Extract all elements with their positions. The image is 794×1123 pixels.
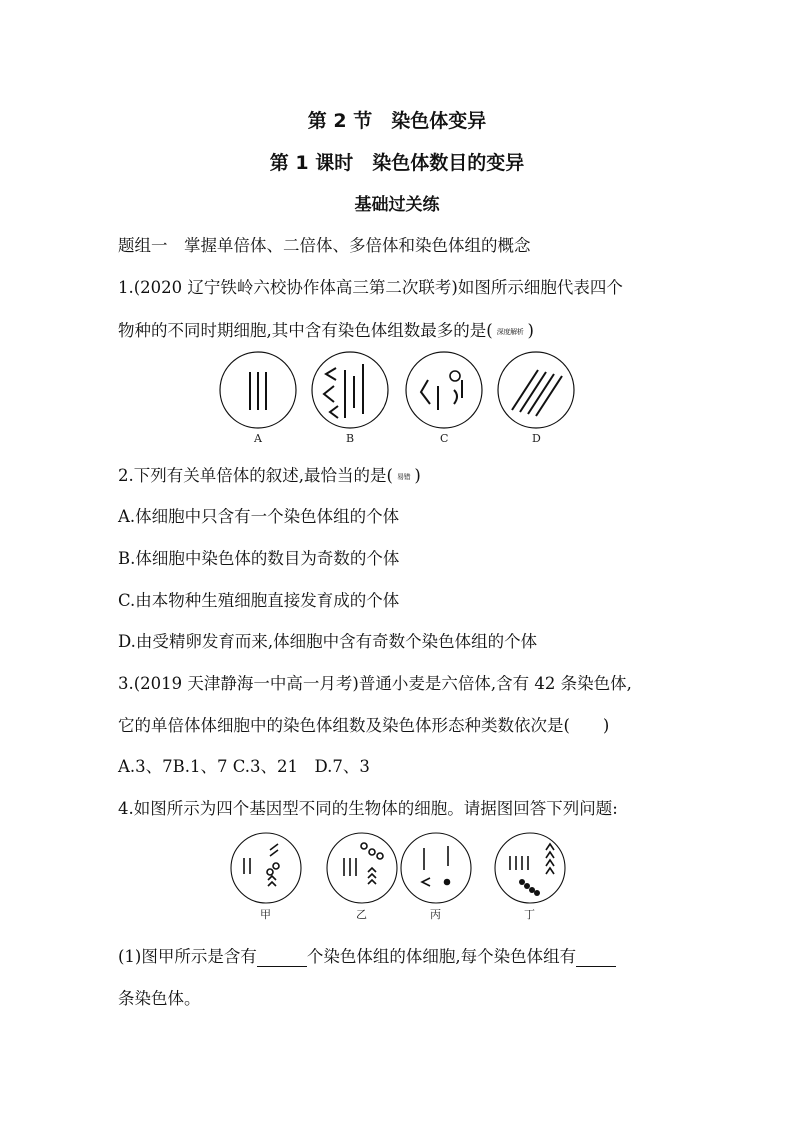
q2-stem-prefix: 2.下列有关单倍体的叙述,最恰当的是( xyxy=(118,466,393,485)
group1-title: 题组一 掌握单倍体、二倍体、多倍体和染色体组的概念 xyxy=(118,236,531,255)
q3-line1: 3.(2019 天津静海一中高一月考)普通小麦是六倍体,含有 42 条染色体, xyxy=(118,674,632,693)
q1-tag: 深度解析 xyxy=(496,327,524,336)
q4-sub1-blank1[interactable] xyxy=(257,950,307,967)
q2-option-b: B.体细胞中染色体的数目为奇数的个体 xyxy=(118,549,400,568)
q4-sub1-blank2[interactable] xyxy=(576,950,616,967)
q3-line2: 它的单倍体体细胞中的染色体组数及染色体形态种类数依次是( ) xyxy=(118,716,610,735)
cell-bing xyxy=(401,833,471,903)
q2-stem-suffix: ) xyxy=(414,466,421,485)
q4-sub1-line1 xyxy=(118,943,616,967)
q4-label-jia: 甲 xyxy=(260,908,271,921)
q1-line2 xyxy=(118,317,534,341)
cell-ding xyxy=(495,833,565,903)
q4-figure xyxy=(230,830,576,926)
q1-label-d: D xyxy=(532,432,541,445)
section-title: 第 2 节 染色体变异 xyxy=(307,110,487,132)
cell-yi xyxy=(327,833,397,903)
q4-sub1-line2: 条染色体。 xyxy=(118,989,201,1008)
q1-label-a: A xyxy=(254,432,262,445)
q1-label-b: B xyxy=(346,432,355,445)
q1-line2-prefix: 物种的不同时期细胞,其中含有染色体组数最多的是( xyxy=(118,321,493,340)
q2-tag: 易错 xyxy=(396,472,411,481)
cell-jia xyxy=(231,833,301,903)
cell-a xyxy=(220,352,296,428)
q4-label-bing: 丙 xyxy=(430,908,441,921)
q4-label-ding: 丁 xyxy=(524,908,535,921)
cell-d xyxy=(498,352,574,428)
q2-option-a: A.体细胞中只含有一个染色体组的个体 xyxy=(118,507,400,526)
q4-sub1-prefix: (1)图甲所示是含有 xyxy=(118,947,257,966)
q1-line1: 1.(2020 辽宁铁岭六校协作体高三第二次联考)如图所示细胞代表四个 xyxy=(118,278,623,297)
q2-option-d: D.由受精卵发育而来,体细胞中含有奇数个染色体组的个体 xyxy=(118,632,538,651)
q2-stem xyxy=(118,462,421,486)
q4-label-yi: 乙 xyxy=(356,908,367,921)
cell-c xyxy=(406,352,482,428)
cell-b xyxy=(312,352,388,428)
q1-line2-suffix: ) xyxy=(527,321,534,340)
q4-stem: 4.如图所示为四个基因型不同的生物体的细胞。请据图回答下列问题: xyxy=(118,799,618,818)
lesson-title: 第 1 课时 染色体数目的变异 xyxy=(269,152,525,174)
q1-label-c: C xyxy=(440,432,449,445)
q2-option-c: C.由本物种生殖细胞直接发育成的个体 xyxy=(118,591,400,610)
practice-title: 基础过关练 xyxy=(354,195,440,215)
q4-sub1-mid: 个染色体组的体细胞,每个染色体组有 xyxy=(306,947,577,966)
q1-figure xyxy=(218,350,580,450)
q3-options: A.3、7B.1、7 C.3、21 D.7、3 xyxy=(118,757,370,776)
